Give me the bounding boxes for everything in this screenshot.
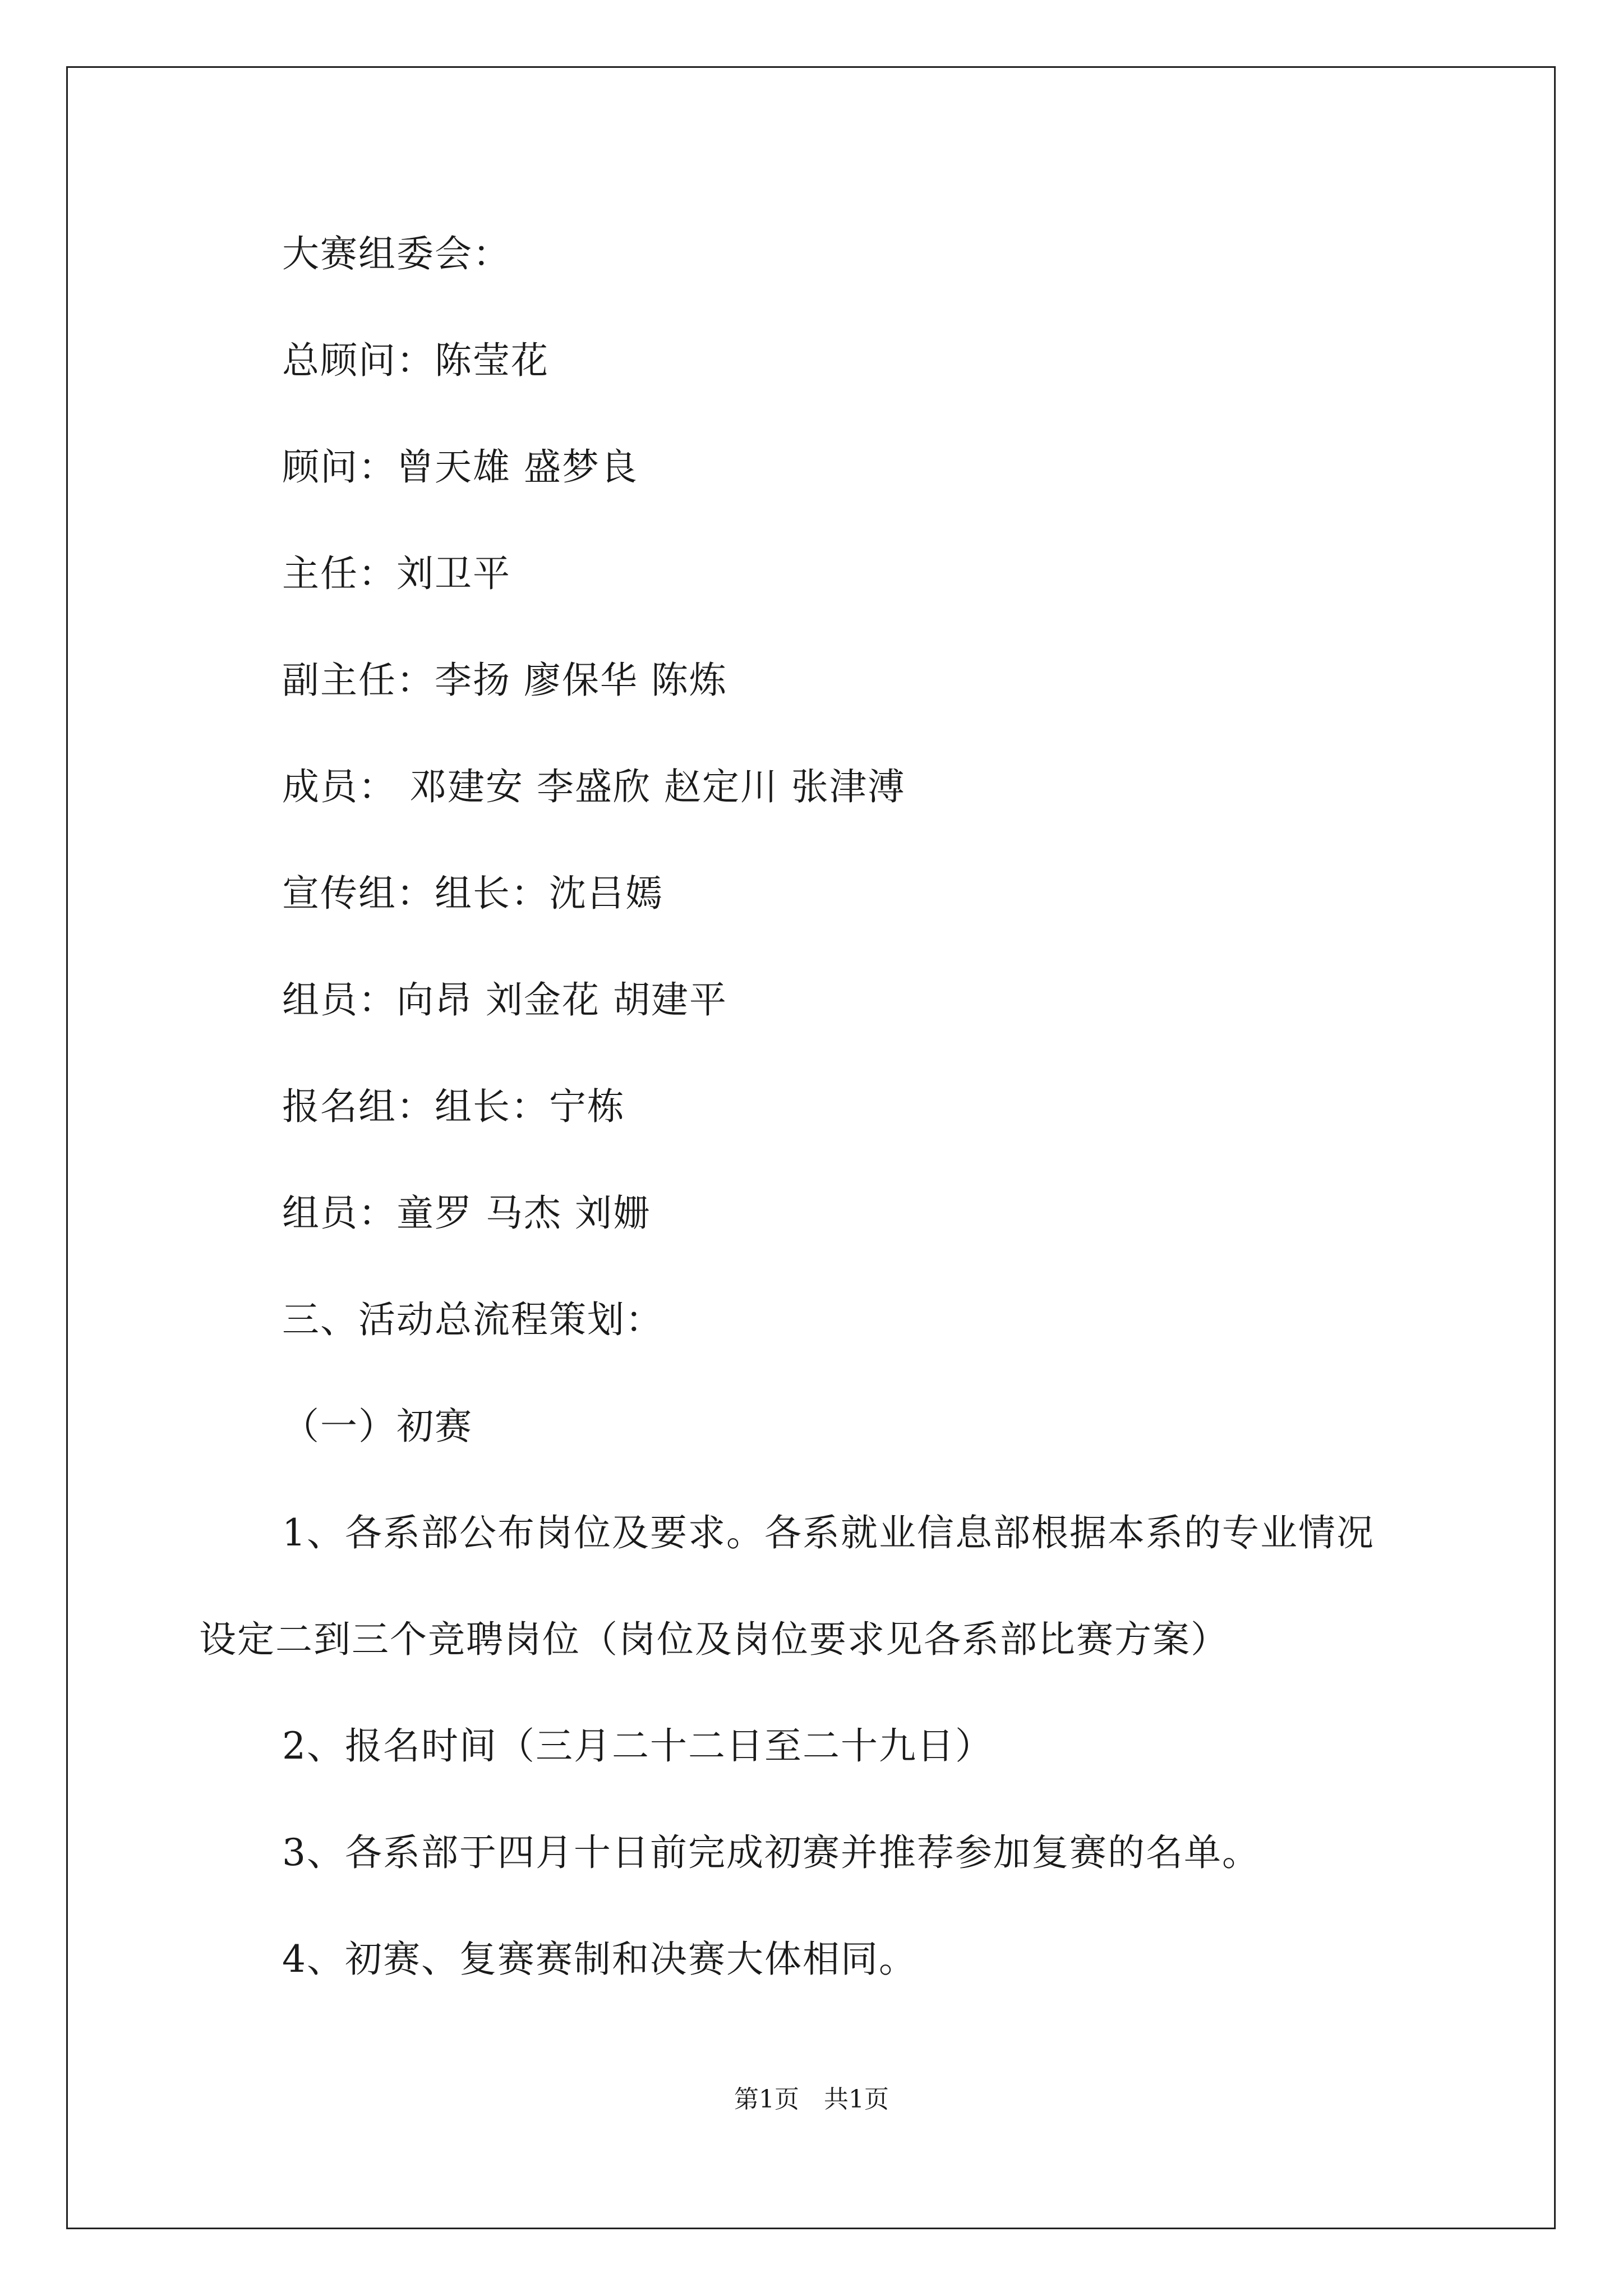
text-line-deputy-directors: 副主任：李扬 廖保华 陈炼 [282,659,727,702]
subsection-heading-preliminary: （一）初赛 [282,1405,473,1448]
text-line-item-3: 3、各系部于四月十日前完成初赛并推荐参加复赛的名单。 [282,1831,1260,1874]
text-line-advisors: 顾问：曾天雄 盛梦良 [282,445,638,489]
text-line-publicity-members: 组员：向昂 刘金花 胡建平 [282,978,727,1022]
text-line-registration-leader: 报名组：组长：宁栋 [282,1085,625,1128]
text-line-members: 成员： 邓建安 李盛欣 赵定川 张津溥 [282,765,906,808]
section-heading-process: 三、活动总流程策划： [282,1298,663,1341]
text-line-item-4: 4、初赛、复赛赛制和决赛大体相同。 [282,1938,917,1981]
page-number-footer: 第1页 共1页 [734,2085,889,2114]
text-line-item-2: 2、报名时间（三月二十二日至二十九日） [282,1724,993,1768]
page-border [66,66,1556,2229]
text-line-committee: 大赛组委会： [282,232,511,275]
text-line-chief-advisor: 总顾问：陈莹花 [282,339,549,382]
text-line-publicity-leader: 宣传组：组长：沈吕嫣 [282,872,663,915]
text-line-item-1-continued: 设定二到三个竞聘岗位（岗位及岗位要求见各系部比赛方案） [199,1618,1229,1661]
text-line-item-1: 1、各系部公布岗位及要求。各系就业信息部根据本系的专业情况 [282,1511,1375,1554]
text-line-director: 主任：刘卫平 [282,552,511,595]
text-line-registration-members: 组员：童罗 马杰 刘姗 [282,1191,651,1235]
